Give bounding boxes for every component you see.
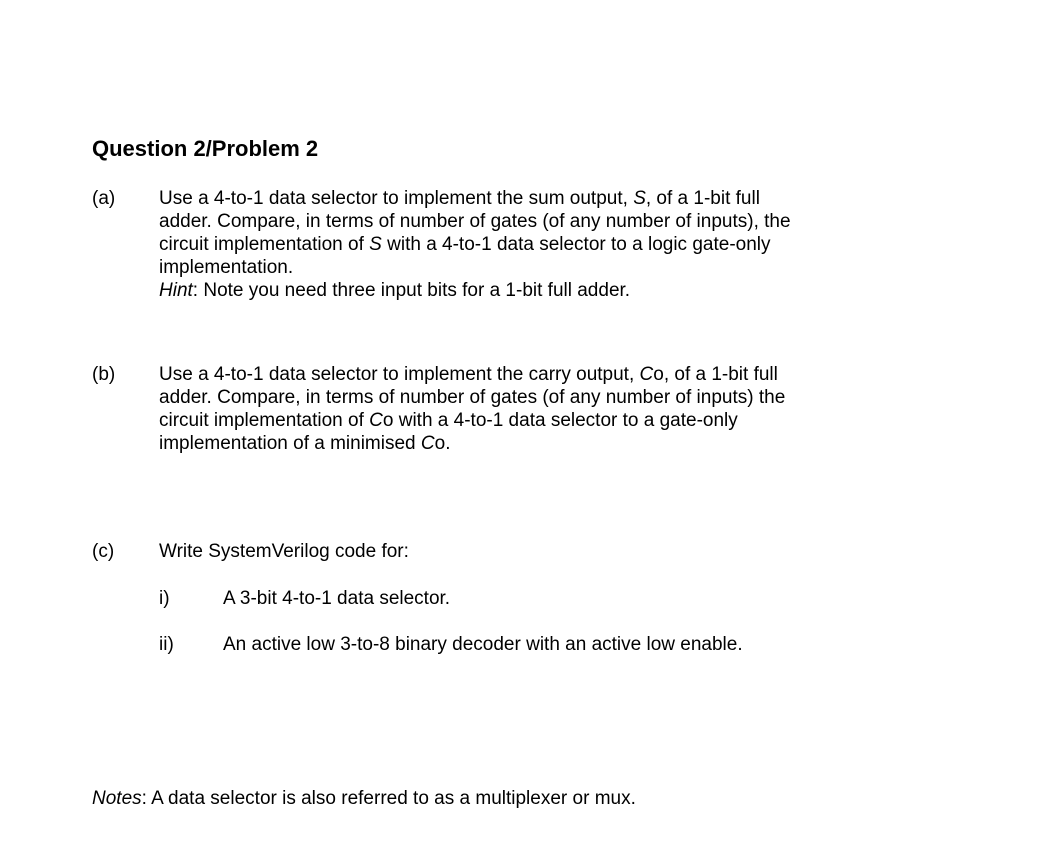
part-b-line-2: adder. Compare, in terms of number of gates (of any number of inputs) the	[159, 387, 786, 408]
part-c-item-text: An active low 3-to-8 binary decoder with an active low enable.	[223, 634, 743, 655]
part-a-body	[159, 187, 899, 302]
part-a-line-4: implementation.	[159, 257, 294, 278]
sum-variable: S	[633, 188, 646, 209]
notes-label: Notes	[92, 788, 142, 809]
part-b-body	[159, 363, 899, 455]
part-c-item-text: A 3-bit 4-to-1 data selector.	[223, 588, 451, 609]
hint-label: Hint	[159, 280, 193, 301]
part-a-line-2: adder. Compare, in terms of number of gates (of any number of inputs), the	[159, 211, 791, 232]
part-c-intro: Write SystemVerilog code for:	[159, 541, 409, 562]
carry-variable: C	[420, 433, 435, 454]
sum-variable: S	[369, 234, 382, 255]
part-a-hint: Hint: Note you need three input bits for a 1-bit full adder.	[159, 280, 631, 301]
notes	[92, 787, 636, 810]
part-c-item-label: ii)	[159, 634, 174, 655]
part-b-line-3: circuit implementation of Co with a 4-to-1 data selector to a gate-only	[159, 410, 738, 431]
part-a-label: (a)	[92, 188, 116, 209]
part-b-line-1: Use a 4-to-1 data selector to implement the carry output, Co, of a 1-bit full	[159, 364, 778, 385]
part-c-label: (c)	[92, 541, 115, 562]
part-a-line-1: Use a 4-to-1 data selector to implement the sum output, S, of a 1-bit full	[159, 188, 760, 209]
part-c-item-label: i)	[159, 588, 170, 609]
part-a-line-3: circuit implementation of S with a 4-to-1 data selector to a logic gate-only	[159, 234, 771, 255]
carry-variable: C	[369, 410, 383, 431]
notes-text: : A data selector is also referred to as a multiplexer or mux.	[141, 788, 636, 809]
carry-variable: C	[639, 364, 654, 385]
part-b-line-4: implementation of a minimised Co.	[159, 433, 451, 454]
part-b-label: (b)	[92, 364, 116, 385]
question-title: Question 2/Problem 2	[92, 136, 319, 161]
